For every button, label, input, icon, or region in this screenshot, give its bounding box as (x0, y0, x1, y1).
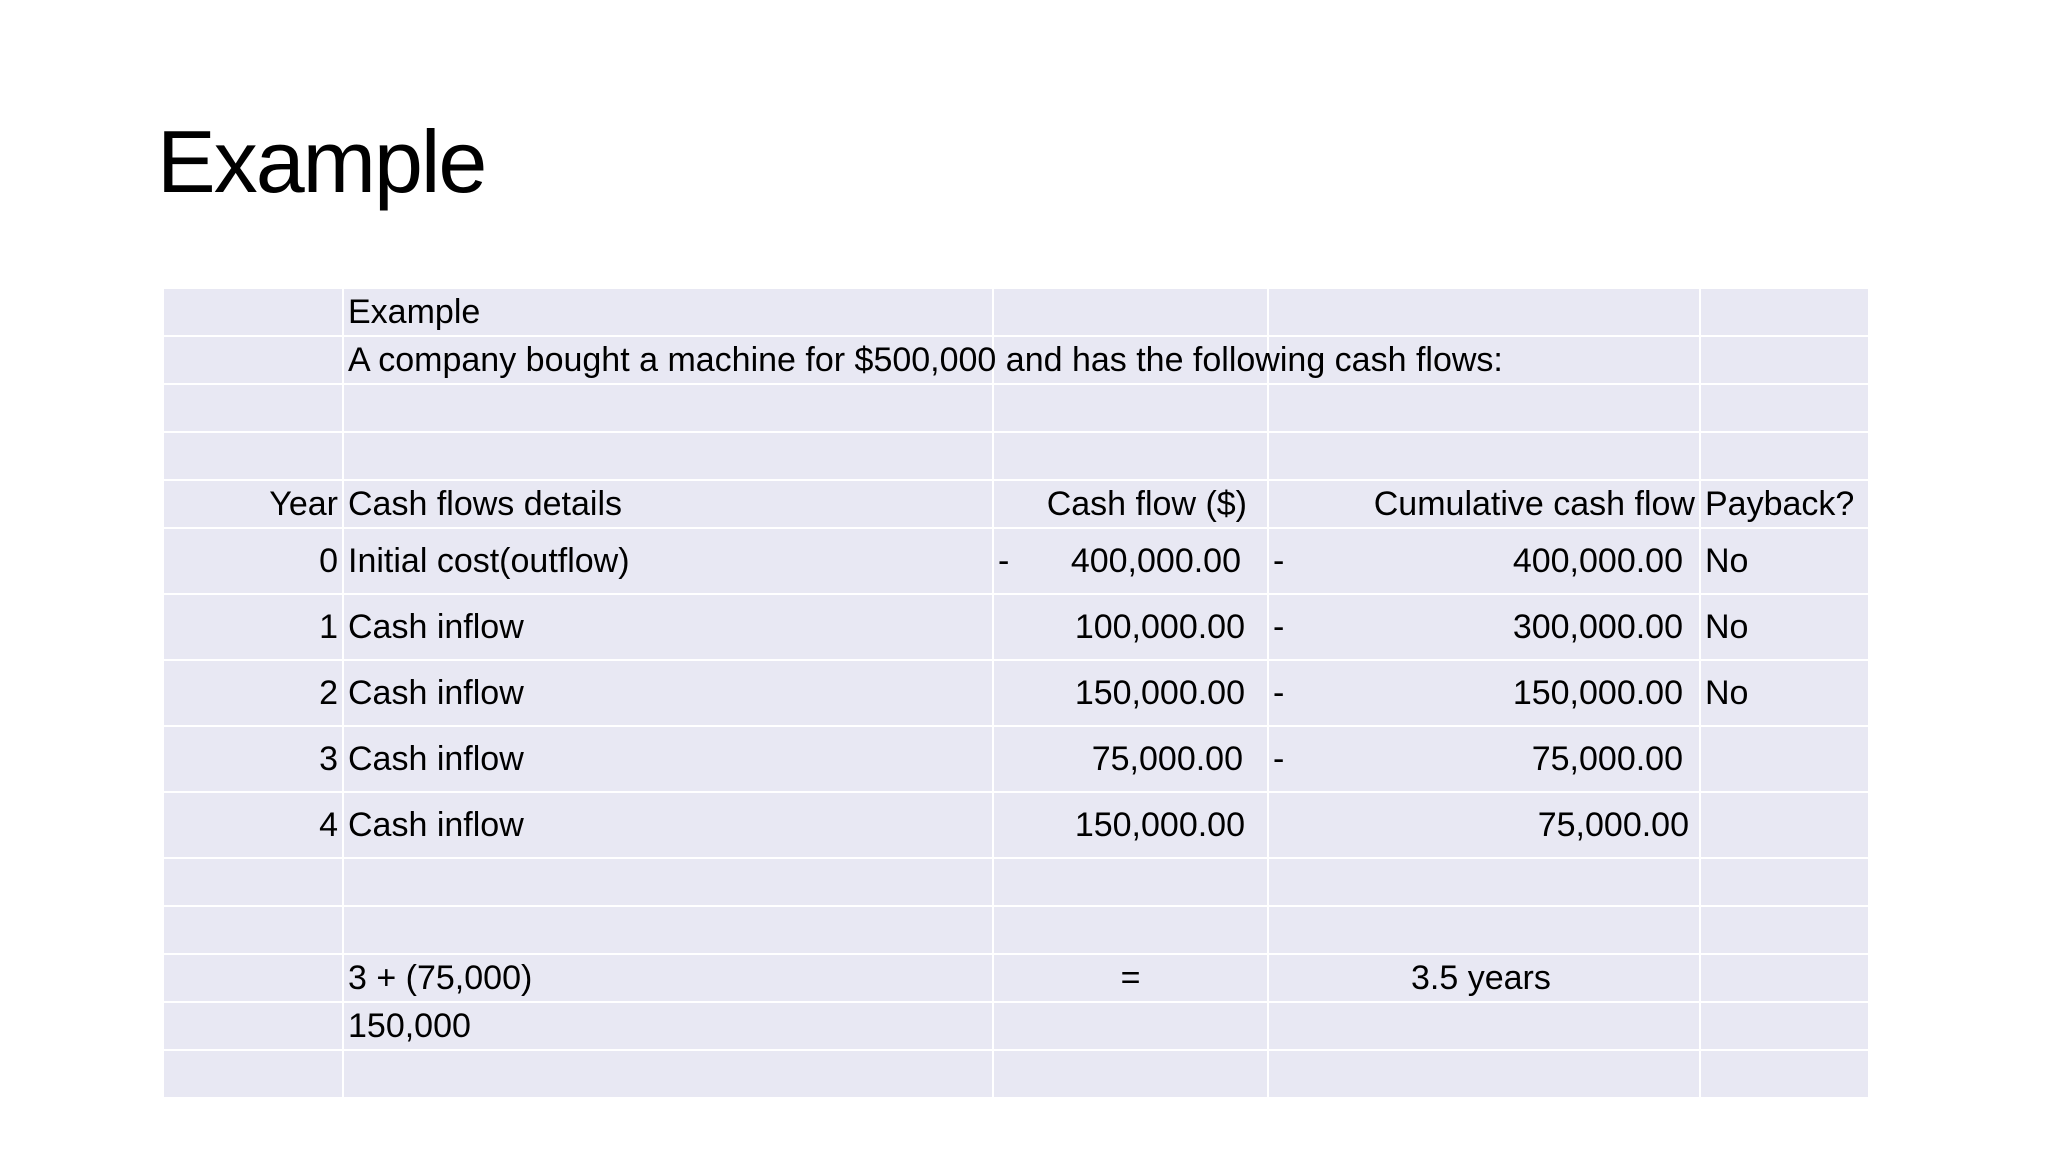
calc-row (163, 1002, 1869, 1050)
spreadsheet-table (162, 287, 1868, 1099)
header-row (163, 480, 1869, 528)
calc-denominator[interactable]: 150,000 (343, 1002, 993, 1050)
table-row: 0 Initial cost(outflow) - 400,000.00 - 400,000.00 No (163, 528, 1869, 594)
header-details[interactable]: Cash flows details (343, 480, 993, 528)
table-row: 2 Cash inflow 150,000.00 - 150,000.00 No (163, 660, 1869, 726)
table-row (163, 906, 1869, 954)
header-payback[interactable]: Payback? (1700, 480, 1869, 528)
header-cumulative[interactable]: Cumulative cash flow (1268, 480, 1700, 528)
calc-numerator[interactable]: 3 + (75,000) (343, 954, 993, 1002)
table-row (163, 336, 1869, 384)
sheet-description: A company bought a machine for $500,000 and has the following cash flows: (348, 340, 1503, 379)
table-row (163, 384, 1869, 432)
calc-result[interactable]: 3.5 years (1268, 954, 1700, 1002)
calc-equals[interactable]: = (993, 954, 1268, 1002)
table-row (163, 288, 1869, 336)
header-year[interactable]: Year (163, 480, 343, 528)
slide-title: Example (157, 112, 486, 211)
table-row: 4 Cash inflow 150,000.00 75,000.00 (163, 792, 1869, 858)
table-row (163, 432, 1869, 480)
table-row (163, 858, 1869, 906)
sheet-heading: Example (348, 292, 481, 331)
calc-row (163, 954, 1869, 1002)
table-row (163, 1050, 1869, 1098)
table-row: 1 Cash inflow 100,000.00 - 300,000.00 No (163, 594, 1869, 660)
header-cash-flow[interactable]: Cash flow ($) (993, 480, 1268, 528)
table-row: 3 Cash inflow 75,000.00 - 75,000.00 (163, 726, 1869, 792)
